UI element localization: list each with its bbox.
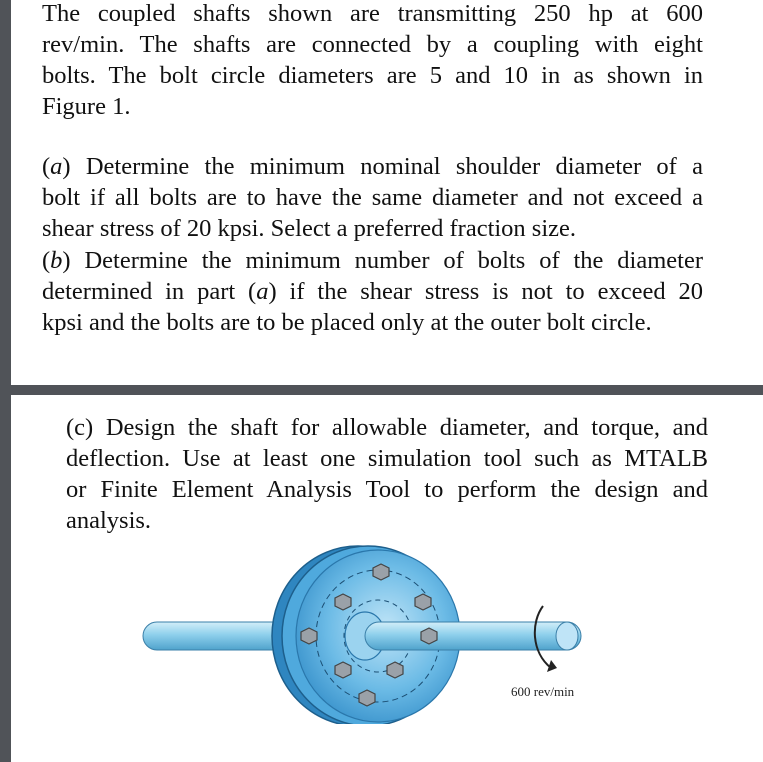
bolt [373, 564, 389, 580]
bolt [335, 662, 351, 678]
right-shaft [365, 622, 581, 650]
bolt [335, 594, 351, 610]
part-a-label: a [50, 153, 63, 180]
intro-line: Figure 1. [42, 93, 131, 120]
panel-divider [0, 385, 763, 395]
part-b-label: b [50, 247, 63, 274]
problem-intro [42, 0, 703, 122]
bolt [301, 628, 317, 644]
part-ref-a: a [256, 278, 269, 305]
rotation-label: 600 rev/min [511, 684, 575, 699]
coupling-figure [133, 544, 613, 724]
part-a-line: (a) Determine the minimum nominal shoulder diameter of a [42, 153, 703, 180]
part-b-text [42, 245, 703, 338]
bolt [387, 662, 403, 678]
part-b-line: kpsi and the bolts are to be placed only at the outer bolt circle. [42, 309, 652, 336]
bolt [421, 628, 437, 644]
part-c-text [66, 412, 708, 536]
part-c-line: deflection. Use at least one simulation tool such as MTALB [66, 445, 708, 472]
bolt [359, 690, 375, 706]
part-a-line: shear stress of 20 kpsi. Select a preferred fraction size. [42, 215, 577, 242]
intro-line: rev/min. The shafts are connected by a coupling with eight [42, 31, 703, 58]
part-a-line: bolt if all bolts are to have the same diameter and not exceed a [42, 184, 703, 211]
part-a-text [42, 151, 703, 244]
part-b-line: determined in part (a) if the shear stress is not to exceed 20 [42, 278, 703, 305]
intro-line: The coupled shafts shown are transmitting 250 hp at 600 [42, 0, 703, 27]
part-c-line: (c) Design the shaft for allowable diameter, and torque, and [66, 414, 708, 441]
intro-line: bolts. The bolt circle diameters are 5 and 10 in as shown in [42, 62, 703, 89]
bolt [415, 594, 431, 610]
shaft-end [556, 622, 578, 650]
part-c-line: or Finite Element Analysis Tool to perform the design and [66, 476, 708, 503]
part-c-line: analysis. [66, 507, 152, 534]
part-b-line: (b) Determine the minimum number of bolts of the diameter [42, 247, 703, 274]
